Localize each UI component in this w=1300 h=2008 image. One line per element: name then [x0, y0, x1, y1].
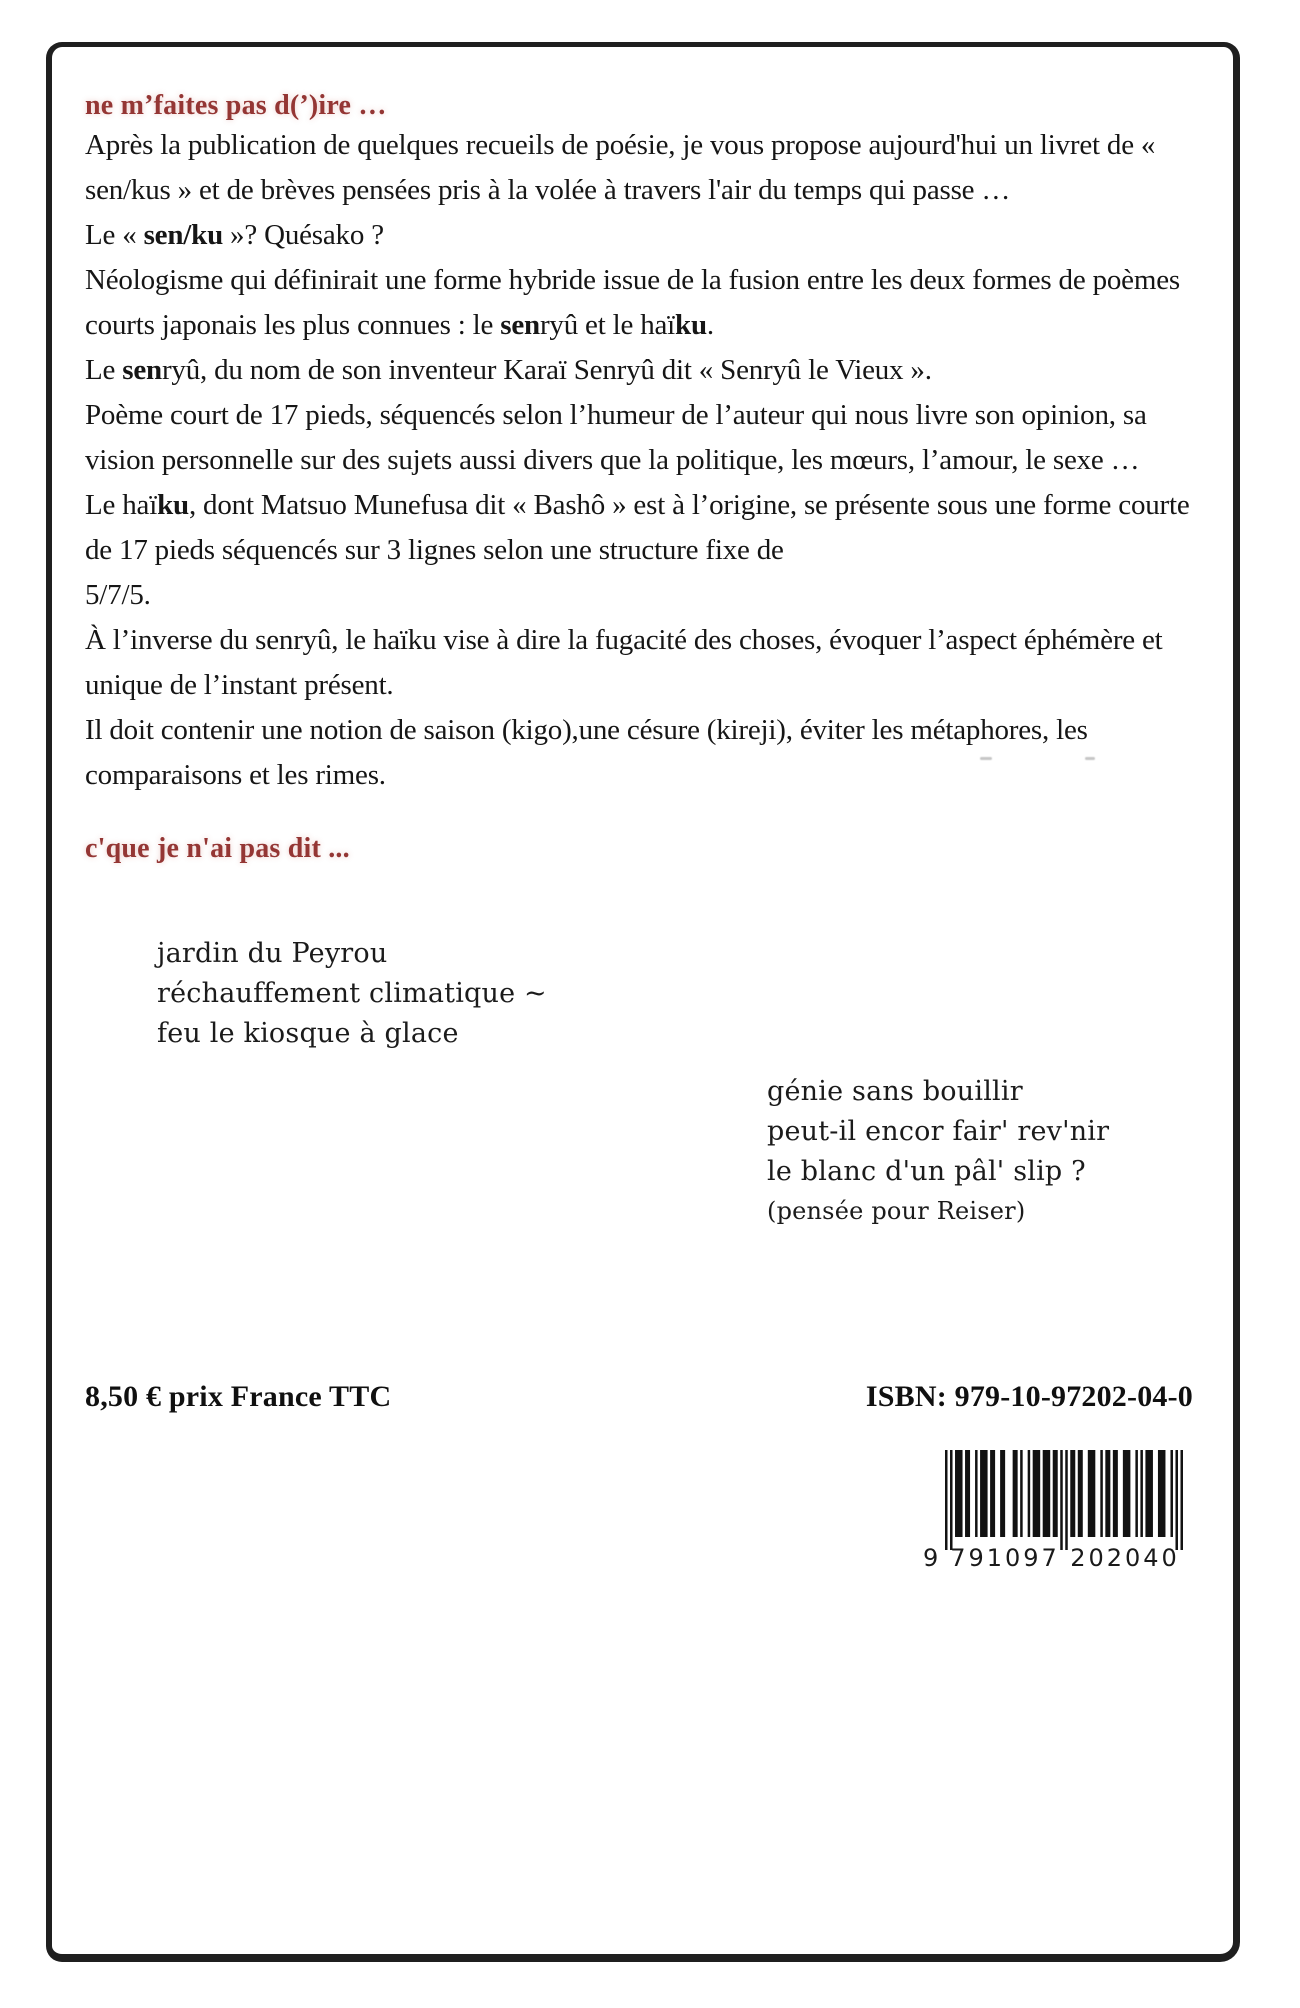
title-second: c'que je n'ai pas dit ...	[85, 833, 350, 864]
poem-right-line-1: génie sans bouillir	[767, 1076, 1023, 1107]
poem-left-line-2: réchauffement climatique ~	[157, 978, 547, 1009]
paragraph-neologisme: Néologisme qui définirait une forme hybride issue de la fusion entre les deux formes de poèmes courts japonais les plus connues : le senryû et le haïku.	[85, 264, 1180, 341]
paragraph-haiku-definition: Le haïku, dont Matsuo Munefusa dit « Bashô » est à l’origine, se présente sous une forme courte de 17 pieds séquencés sur 3 lignes selon une structure fixe de	[85, 489, 1190, 566]
paragraph-haiku-575: 5/7/5.	[85, 579, 151, 611]
paragraph-haiku-rules: Il doit contenir une notion de saison (kigo),une césure (kireji), éviter les métaphores, les comparaisons et les rimes.	[85, 714, 1088, 791]
barcode-digit-lead: 9	[923, 1544, 939, 1572]
paragraph-haiku-inverse: À l’inverse du senryû, le haïku vise à dire la fugacité des choses, évoquer l’aspect éphémère et unique de l’instant présent.	[85, 624, 1163, 701]
price-isbn-row	[85, 1380, 1203, 1414]
poem-right-note: (pensée pour Reiser)	[767, 1197, 1026, 1225]
paragraph-senryu: Le senryû, du nom de son inventeur Karaï Senryû dit « Senryû le Vieux ». Poème court de 17 pieds, séquencés selon l’humeur de l’auteur qui nous livre son opinion, sa vision personnelle sur des sujets aussi divers que la politique, les mœurs, l’amour, le sexe …	[85, 354, 1147, 476]
poem-right-line-3: le blanc d'un pâl' slip ?	[767, 1156, 1086, 1187]
barcode-digit-right-group: 202040	[1070, 1544, 1180, 1572]
paragraph-question: Le « sen/ku »? Quésako ?	[85, 219, 384, 251]
scan-artifact	[1085, 757, 1095, 760]
title-main: ne m’faites pas d(’)ire …	[85, 90, 387, 121]
scan-artifact	[980, 757, 992, 760]
cover-border-frame	[46, 42, 1240, 1962]
poem-left-line-1: jardin du Peyrou	[157, 938, 388, 969]
barcode	[923, 1450, 1185, 1572]
poem-left-line-3: feu le kiosque à glace	[157, 1018, 459, 1049]
poem-right-line-2: peut-il encor fair' rev'nir	[767, 1116, 1110, 1147]
price-label: 8,50 € prix France TTC	[85, 1380, 392, 1413]
isbn-label: ISBN: 979-10-97202-04-0	[865, 1380, 1193, 1413]
barcode-digits	[923, 1544, 1185, 1572]
poem-left	[157, 934, 1203, 1054]
barcode-digit-left-group: 791097	[950, 1544, 1060, 1572]
barcode-bars	[945, 1450, 1183, 1550]
paragraph-intro: Après la publication de quelques recueils de poésie, je vous propose aujourd'hui un livret de « sen/kus » et de brèves pensées pris à la volée à travers l'air du temps qui passe …	[85, 129, 1156, 206]
poem-right	[767, 1072, 1203, 1230]
